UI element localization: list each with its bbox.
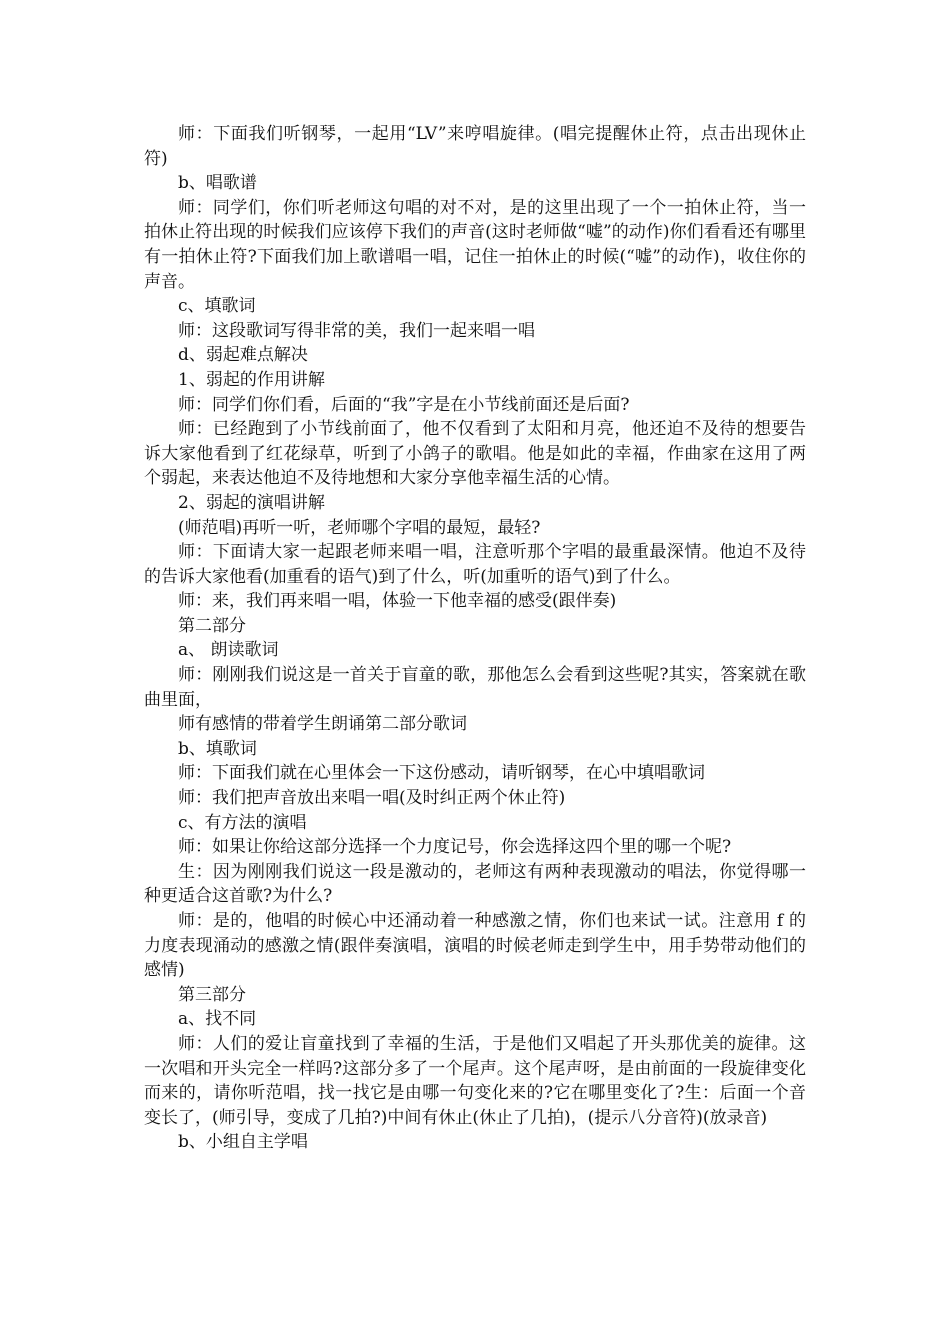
paragraph: 师：我们把声音放出来唱一唱(及时纠正两个休止符) <box>178 788 566 809</box>
paragraph: (师范唱)再听一听，老师哪个字唱的最短，最轻? <box>178 517 541 538</box>
paragraph: b、填歌词 <box>178 738 257 759</box>
paragraph: a、 朗读歌词 <box>178 640 279 661</box>
paragraph: 师：是的，他唱的时候心中还涌动着一种感激之情，你们也来试一试。注意用 f 的力度表现涌动的感激之情(跟伴奏演唱，演唱的时候老师走到学生中，用手势带动他们的感情) <box>144 911 806 981</box>
paragraph: c、填歌词 <box>178 296 256 317</box>
paragraph: b、唱歌谱 <box>178 173 257 194</box>
paragraph: 师：下面我们听钢琴，一起用“LV”来哼唱旋律。(唱完提醒休止符，点击出现休止符) <box>144 124 806 169</box>
paragraph: a、找不同 <box>178 1009 257 1030</box>
paragraph: 师：人们的爱让盲童找到了幸福的生活，于是他们又唱起了开头那优美的旋律。这一次唱和开头完全一样吗?这部分多了一个尾声。这个尾声呀，是由前面的一段旋律变化而来的，请你听范唱，找一找它是由哪一句变化来的?它在哪里变化了?生：后面一个音变长了，(师引导，变成了几拍?)中间有休止(休止了几拍)，(提示八分音符)(放录音) <box>144 1033 806 1128</box>
paragraph: 师有感情的带着学生朗诵第二部分歌词 <box>178 714 467 735</box>
paragraph: 师：下面请大家一起跟老师来唱一唱，注意听那个字唱的最重最深情。他迫不及待的告诉大家他看(加重看的语气)到了什么，听(加重听的语气)到了什么。 <box>144 542 806 587</box>
section-heading: 第二部分 <box>178 615 246 636</box>
paragraph: 师：刚刚我们说这是一首关于盲童的歌，那他怎么会看到这些呢?其实，答案就在歌曲里面， <box>144 665 806 710</box>
paragraph: 2、弱起的演唱讲解 <box>178 492 325 513</box>
document-body <box>144 122 806 1155</box>
paragraph: 1、弱起的作用讲解 <box>178 369 325 390</box>
section-heading: 第三部分 <box>178 984 246 1005</box>
paragraph: 师：同学们你们看，后面的“我”字是在小节线前面还是后面? <box>178 394 630 415</box>
paragraph: 师：这段歌词写得非常的美，我们一起来唱一唱 <box>178 320 535 341</box>
paragraph: 师：来，我们再来唱一唱，体验一下他幸福的感受(跟伴奏) <box>178 591 617 612</box>
paragraph: b、小组自主学唱 <box>178 1132 308 1153</box>
paragraph: 师：下面我们就在心里体会一下这份感动，请听钢琴，在心中填唱歌词 <box>178 763 705 784</box>
paragraph: 生：因为刚刚我们说这一段是激动的，老师这有两种表现激动的唱法，你觉得哪一种更适合这首歌?为什么? <box>144 861 806 907</box>
paragraph: d、弱起难点解决 <box>178 345 308 366</box>
paragraph: 师：如果让你给这部分选择一个力度记号，你会选择这四个里的哪一个呢? <box>178 837 732 858</box>
paragraph: 师：已经跑到了小节线前面了，他不仅看到了太阳和月亮，他还迫不及待的想要告诉大家他看到了红花绿草，听到了小鸽子的歌唱。他是如此的幸福，作曲家在这用了两个弱起，来表达他迫不及待地想和大家分享他幸福生活的心情。 <box>144 419 806 489</box>
paragraph: c、有方法的演唱 <box>178 812 307 833</box>
paragraph: 师：同学们，你们听老师这句唱的对不对，是的这里出现了一个一拍休止符，当一拍休止符出现的时候我们应该停下我们的声音(这时老师做“嘘”的动作)你们看看还有哪里有一拍休止符?下面我们加上歌谱唱一唱，记住一拍休止的时候(“嘘”的动作)，收住你的声音。 <box>144 197 806 292</box>
